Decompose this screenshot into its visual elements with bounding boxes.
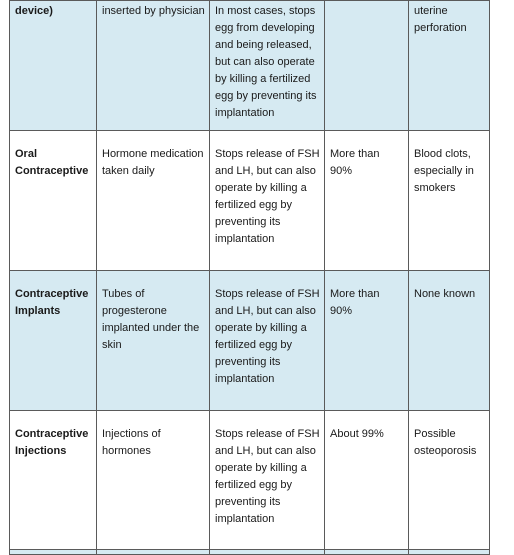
empty-cell — [210, 550, 325, 555]
action-cell: Stops release of FSH and LH, but can also operate by killing a fertilized egg by preventing its implantation — [210, 411, 325, 550]
table-row — [10, 1, 490, 131]
empty-cell — [10, 550, 97, 555]
table-row — [10, 271, 490, 411]
method-cell: Contraceptive Injections — [10, 411, 97, 550]
table-row — [10, 131, 490, 271]
action-cell: Stops release of FSH and LH, but can also operate by killing a fertilized egg by preventing its implantation — [210, 131, 325, 271]
empty-cell — [325, 550, 409, 555]
risks-cell: uterine perforation — [409, 1, 490, 131]
description-cell: inserted by physician — [97, 1, 210, 131]
risks-cell: Blood clots, especially in smokers — [409, 131, 490, 271]
risks-cell: Possible osteoporosis — [409, 411, 490, 550]
empty-cell — [409, 550, 490, 555]
contraception-methods-table — [9, 0, 490, 555]
table-row — [10, 411, 490, 550]
effectiveness-cell: More than 90% — [325, 131, 409, 271]
action-cell: In most cases, stops egg from developing and being released, but can also operate by killing a fertilized egg by preventing its implantation — [210, 1, 325, 131]
description-cell: Tubes of progesterone implanted under the skin — [97, 271, 210, 411]
effectiveness-cell: More than 90% — [325, 271, 409, 411]
risks-cell: None known — [409, 271, 490, 411]
effectiveness-cell: About 99% — [325, 411, 409, 550]
empty-cell — [97, 550, 210, 555]
description-cell: Injections of hormones — [97, 411, 210, 550]
method-cell: Oral Contraceptive — [10, 131, 97, 271]
description-cell: Hormone medication taken daily — [97, 131, 210, 271]
method-cell: device) — [10, 1, 97, 131]
effectiveness-cell — [325, 1, 409, 131]
action-cell: Stops release of FSH and LH, but can also operate by killing a fertilized egg by preventing its implantation — [210, 271, 325, 411]
table-row-partial — [10, 550, 490, 555]
method-cell: Contraceptive Implants — [10, 271, 97, 411]
